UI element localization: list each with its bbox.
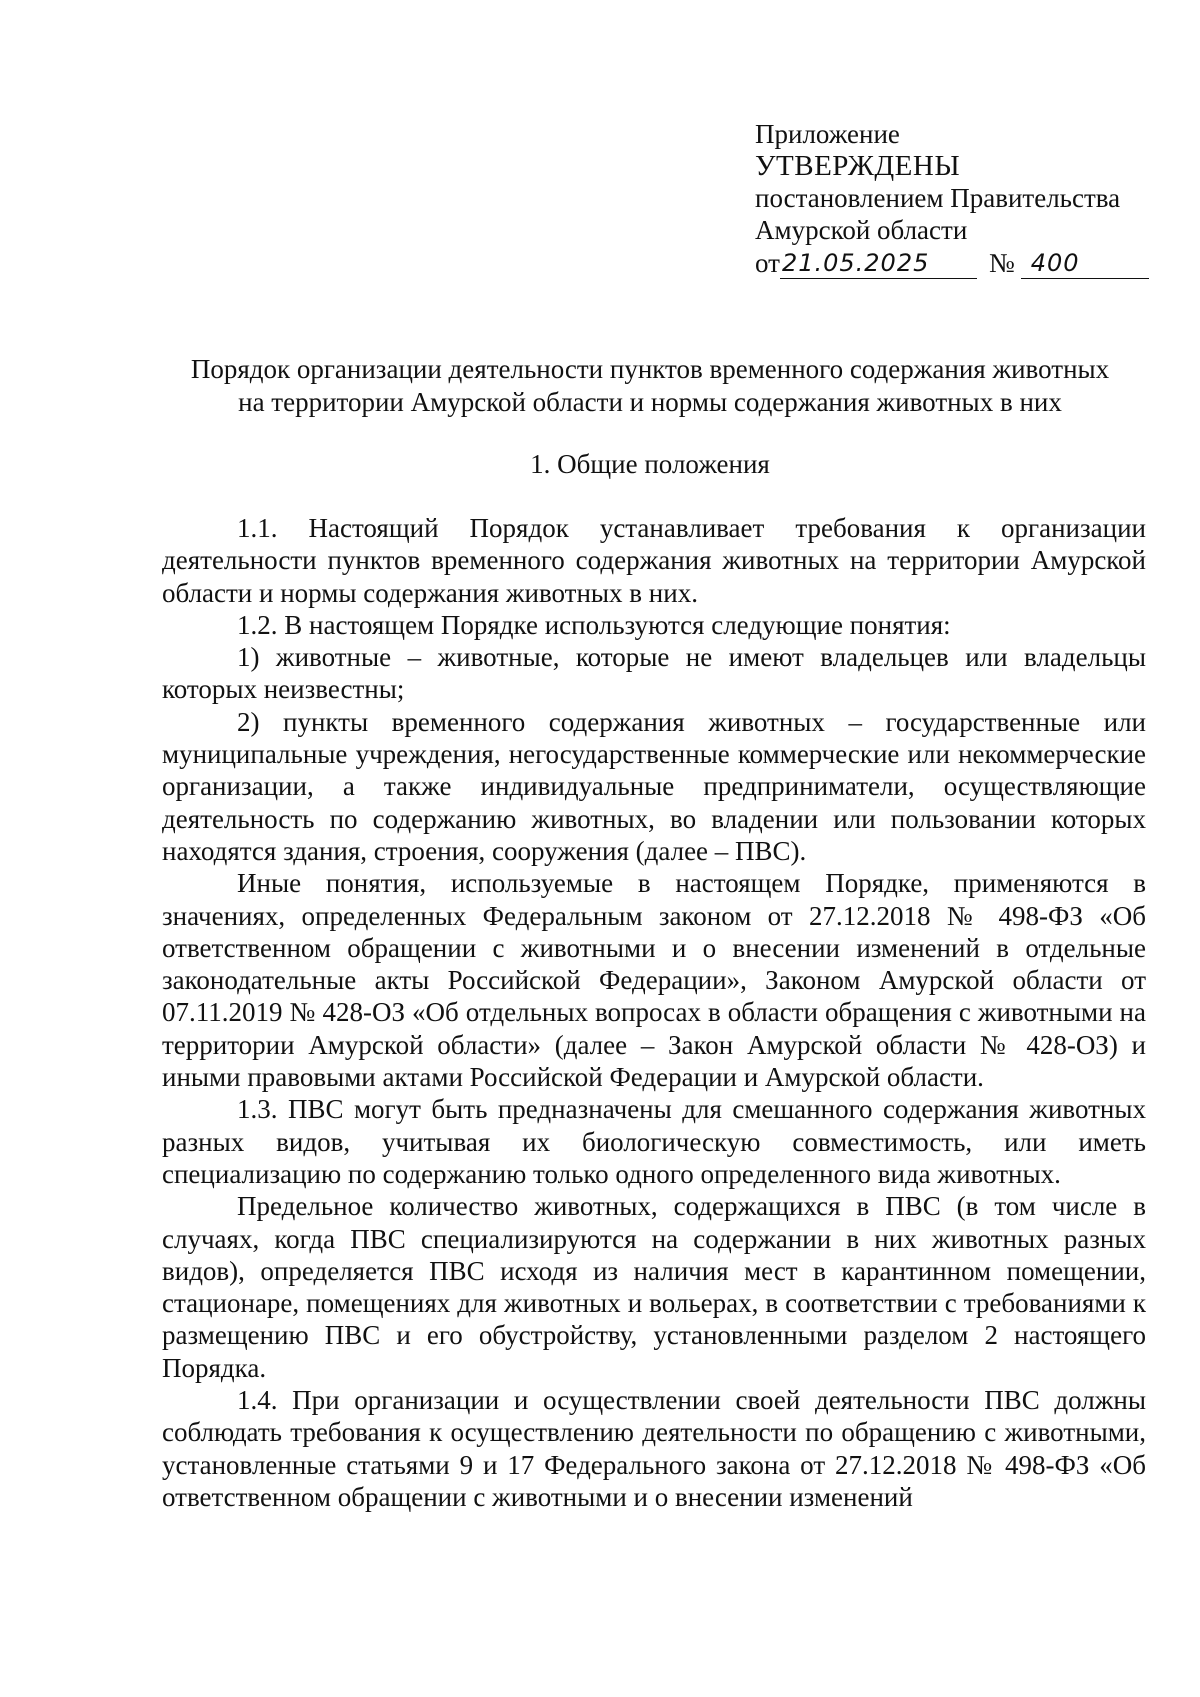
section-heading: 1. Общие положения (530, 449, 770, 479)
approved-label: УТВЕРЖДЕНЫ (755, 150, 961, 182)
handwritten-number: 400 (1021, 248, 1149, 279)
paragraph-1-1: 1.1. Настоящий Порядок устанавливает требования к организации деятельности пунктов временного содержания животных на территории Амурской области и нормы содержания животных в них. (162, 513, 1146, 608)
paragraph-1-2: 1.2. В настоящем Порядке используются следующие понятия: (237, 609, 951, 640)
paragraph-1-3: 1.3. ПВС могут быть предназначены для смешанного содержания животных разных видов, учитывая их биологическую совместимость, или иметь специализацию по содержанию только одного определенного вида животных. (162, 1094, 1146, 1189)
paragraph-other-terms: Иные понятия, используемые в настоящем Порядке, применяются в значениях, определенных Федеральным законом от 27.12.2018 № 498-ФЗ «Об ответственном обращении с животными и о внесении изменений в отдельные законодательные акты Российской Федерации», Законом Амурской области от 07.11.2019 № 428-ОЗ «Об отдельных вопросах в области обращения с животными на территории Амурской области» (далее – Закон Амурской области № 428-ОЗ) и иными правовыми актами Российской Федерации и Амурской области. (162, 868, 1146, 1093)
document-body (162, 512, 1146, 1513)
appendix-label: Приложение (755, 119, 900, 149)
title-line-2: на территории Амурской области и нормы содержания животных в них (238, 387, 1062, 417)
resolution-label: постановлением Правительства (755, 183, 1121, 213)
approval-block (755, 118, 1149, 279)
paragraph-capacity: Предельное количество животных, содержащихся в ПВС (в том числе в случаях, когда ПВС специализируются на содержании в них животных разных видов), определяется ПВС исходя из наличия мест в карантинном помещении, стационаре, помещениях для животных и вольерах, в соответствии с требованиями к размещению ПВС и его обустройству, установленными разделом 2 настоящего Порядка. (162, 1191, 1146, 1383)
region-label: Амурской области (755, 215, 968, 245)
definition-2: 2) пункты временного содержания животных – государственные или муниципальные учреждения, негосударственные коммерческие или некоммерческие организации, а также индивидуальные предприниматели, осуществляющие деятельность по содержанию животных, во владении или пользовании которых находятся здания, строения, сооружения (далее – ПВС). (162, 706, 1146, 866)
handwritten-date: 21.05.2025 (780, 248, 977, 279)
definition-1: 1) животные – животные, которые не имеют владельцев или владельцы которых неизвестны; (162, 642, 1146, 705)
title-line-1: Порядок организации деятельности пунктов временного содержания животных (190, 354, 1110, 384)
number-sign: № (988, 248, 1015, 278)
date-number-line (755, 247, 1149, 279)
date-prefix: от (755, 248, 780, 278)
document-title (150, 353, 1150, 419)
paragraph-1-4: 1.4. При организации и осуществлении своей деятельности ПВС должны соблюдать требования к осуществлению деятельности по обращению с животными, установленные статьями 9 и 17 Федерального закона от 27.12.2018 № 498-ФЗ «Об ответственном обращении с животными и о внесении изменений (162, 1385, 1146, 1512)
